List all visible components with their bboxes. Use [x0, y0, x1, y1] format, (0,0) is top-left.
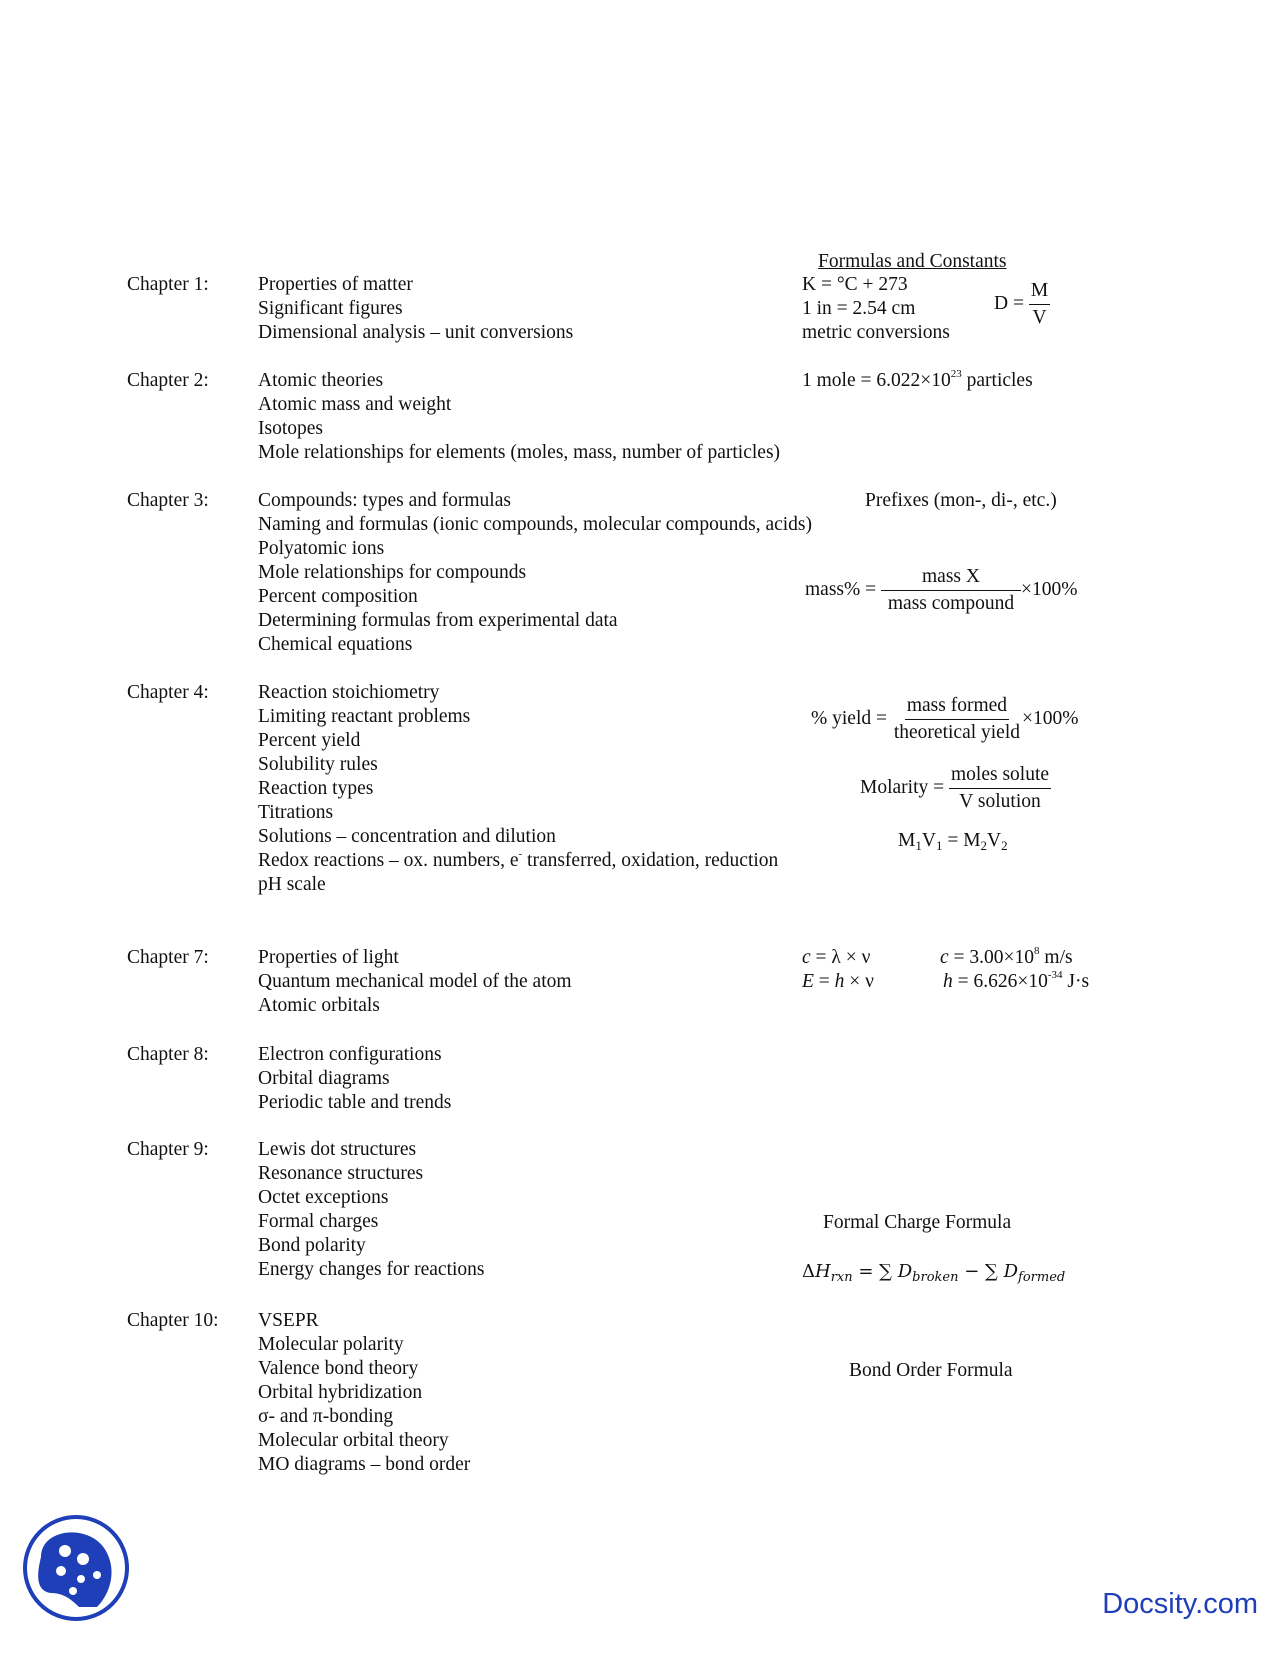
- enthalpy-minus-sum: − ∑: [958, 1261, 1004, 1282]
- d-symbol: D: [1003, 1261, 1019, 1282]
- metric-conversions: metric conversions: [802, 322, 950, 343]
- topic: Atomic mass and weight: [258, 394, 452, 415]
- planck-post: J·s: [1062, 971, 1090, 992]
- h-symbol: h: [834, 971, 845, 992]
- topic: Resonance structures: [258, 1163, 424, 1184]
- topic: Atomic orbitals: [258, 995, 380, 1016]
- percent-yield-fraction: [892, 693, 1022, 746]
- density-fraction: [1029, 278, 1050, 331]
- enthalpy-equals-sum: = ∑: [852, 1261, 898, 1282]
- c-symbol: c: [940, 947, 949, 968]
- mass-percent-rhs: ×100%: [1021, 578, 1078, 600]
- topic: Electron configurations: [258, 1044, 442, 1065]
- c-symbol: c: [802, 947, 811, 968]
- chapter-1-label: Chapter 1:: [127, 274, 209, 295]
- dilution-v1: V: [921, 830, 936, 851]
- chapter-3-topics: [258, 489, 812, 657]
- planck-exponent: -34: [1047, 969, 1063, 981]
- topic: Properties of matter: [258, 274, 413, 295]
- density-lhs: D =: [994, 292, 1024, 314]
- speed-post: m/s: [1039, 947, 1073, 968]
- density-numerator: M: [1029, 278, 1050, 305]
- mole-post: particles: [961, 370, 1033, 391]
- molarity-numerator: moles solute: [949, 762, 1051, 789]
- topic: Orbital diagrams: [258, 1068, 390, 1089]
- planck-pre: = 6.626×10: [952, 971, 1048, 992]
- topic: Molecular orbital theory: [258, 1430, 449, 1451]
- mole-constant: [802, 369, 1033, 393]
- chapter-2-label: Chapter 2:: [127, 370, 209, 391]
- chapter-4-label: Chapter 4:: [127, 682, 209, 703]
- rxn-subscript: rxn: [830, 1270, 853, 1285]
- topic: Solutions – concentration and dilution: [258, 826, 556, 847]
- topic: Determining formulas from experimental data: [258, 610, 618, 631]
- mole-exponent: 23: [950, 368, 962, 380]
- photon-energy-equation: [802, 970, 874, 994]
- topic-redox: [258, 849, 778, 873]
- topic: Titrations: [258, 802, 334, 823]
- percent-yield-rhs: ×100%: [1022, 707, 1079, 729]
- chapter-4-topics: [258, 681, 778, 897]
- speed-pre: = 3.00×10: [948, 947, 1035, 968]
- topic: Dimensional analysis – unit conversions: [258, 322, 574, 343]
- photon-eq-equals: =: [813, 971, 835, 992]
- dilution-sub: 1: [915, 838, 922, 853]
- photon-eq-rest: × ν: [844, 971, 874, 992]
- chapter-3-label: Chapter 3:: [127, 490, 209, 511]
- topic: Isotopes: [258, 418, 323, 439]
- topic: VSEPR: [258, 1310, 319, 1331]
- docsity-brand-link[interactable]: Docsity.com: [1102, 1588, 1258, 1620]
- dilution-m1: M: [898, 830, 916, 851]
- dilution-sub: 1: [935, 838, 943, 853]
- redox-text: Redox reactions – ox. numbers, e: [258, 850, 519, 871]
- prefixes-note: Prefixes (mon-, di-, etc.): [865, 490, 1057, 511]
- topic: Compounds: types and formulas: [258, 490, 511, 511]
- chapter-7-topics: [258, 946, 572, 1018]
- molarity-denominator: V solution: [959, 791, 1041, 812]
- chapter-8-label: Chapter 8:: [127, 1044, 209, 1065]
- chapter-8-topics: [258, 1043, 451, 1115]
- h-symbol: H: [815, 1261, 831, 1282]
- dilution-formula: [898, 829, 1008, 853]
- planck-constant: [943, 970, 1089, 994]
- topic: Mole relationships for compounds: [258, 562, 527, 583]
- kelvin-formula: K = °C + 273: [802, 274, 908, 295]
- mass-percent-numerator: mass X: [881, 564, 1021, 591]
- chapter-10-topics: [258, 1309, 470, 1477]
- topic: σ- and π-bonding: [258, 1406, 394, 1427]
- topic: Chemical equations: [258, 634, 413, 655]
- chapter-9-label: Chapter 9:: [127, 1139, 209, 1160]
- molarity-lhs: Molarity =: [860, 776, 945, 798]
- topic: Bond polarity: [258, 1235, 366, 1256]
- topic: Atomic theories: [258, 370, 384, 391]
- inch-conversion: 1 in = 2.54 cm: [802, 298, 916, 319]
- chapter-9-topics: [258, 1138, 485, 1282]
- topic: Orbital hybridization: [258, 1382, 423, 1403]
- topic: Percent composition: [258, 586, 418, 607]
- h-symbol: h: [943, 971, 953, 992]
- molarity-fraction: [949, 762, 1051, 815]
- molarity-formula: [860, 762, 1051, 815]
- percent-yield-lhs: % yield =: [811, 707, 887, 729]
- chapter-1-topics: [258, 273, 573, 345]
- topic: Polyatomic ions: [258, 538, 385, 559]
- topic: Periodic table and trends: [258, 1092, 452, 1113]
- topic: Significant figures: [258, 298, 403, 319]
- topic: MO diagrams – bond order: [258, 1454, 471, 1475]
- wave-equation: [802, 946, 870, 970]
- mass-percent-lhs: mass% =: [805, 578, 877, 600]
- electron-superscript: -: [518, 848, 523, 860]
- density-formula: [994, 278, 1050, 331]
- formal-charge-title: Formal Charge Formula: [823, 1212, 1012, 1233]
- dilution-equals: =: [942, 830, 964, 851]
- docsity-logo: [21, 1513, 131, 1623]
- dilution-v2: V: [987, 830, 1002, 851]
- topic: Naming and formulas (ionic compounds, molecular compounds, acids): [258, 514, 812, 535]
- bond-order-title: Bond Order Formula: [849, 1360, 1013, 1381]
- percent-yield-denominator: theoretical yield: [893, 722, 1021, 743]
- mass-percent-fraction: [881, 564, 1021, 617]
- topic: Mole relationships for elements (moles, mass, number of particles): [258, 442, 781, 463]
- e-symbol: E: [802, 971, 814, 992]
- percent-yield-numerator: mass formed: [905, 693, 1009, 720]
- delta-symbol: Δ: [802, 1261, 815, 1282]
- percent-yield-formula: [811, 693, 1079, 746]
- broken-subscript: broken: [912, 1270, 959, 1285]
- topic: Limiting reactant problems: [258, 706, 471, 727]
- topic: Reaction stoichiometry: [258, 682, 440, 703]
- formed-subscript: formed: [1018, 1270, 1066, 1285]
- d-symbol: D: [897, 1261, 913, 1282]
- chapter-7-label: Chapter 7:: [127, 947, 209, 968]
- topic: Percent yield: [258, 730, 361, 751]
- enthalpy-formula: [802, 1260, 1065, 1284]
- topic: pH scale: [258, 874, 326, 895]
- formulas-header: Formulas and Constants: [818, 251, 1007, 272]
- topic: Valence bond theory: [258, 1358, 419, 1379]
- dilution-sub: 2: [1001, 838, 1008, 853]
- topic: Reaction types: [258, 778, 374, 799]
- speed-exponent: 8: [1034, 945, 1040, 957]
- topic: Solubility rules: [258, 754, 378, 775]
- topic: Lewis dot structures: [258, 1139, 417, 1160]
- speed-of-light-constant: [940, 946, 1073, 970]
- wave-eq-rest: = λ × ν: [810, 947, 871, 968]
- topic: Octet exceptions: [258, 1187, 389, 1208]
- mass-percent-denominator: mass compound: [887, 593, 1015, 614]
- chapter-10-label: Chapter 10:: [127, 1310, 219, 1331]
- mass-percent-formula: [805, 564, 1078, 617]
- topic: Energy changes for reactions: [258, 1259, 485, 1280]
- topic: Molecular polarity: [258, 1334, 404, 1355]
- dilution-sub: 2: [980, 838, 988, 853]
- chapter-2-topics: [258, 369, 780, 465]
- topic: Formal charges: [258, 1211, 379, 1232]
- mole-pre: 1 mole = 6.022×10: [802, 370, 951, 391]
- redox-suffix: transferred, oxidation, reduction: [522, 850, 779, 871]
- density-denominator: V: [1032, 307, 1047, 328]
- dilution-m2: M: [963, 830, 981, 851]
- topic: Quantum mechanical model of the atom: [258, 971, 572, 992]
- docsity-logo-icon: [21, 1513, 131, 1623]
- topic: Properties of light: [258, 947, 399, 968]
